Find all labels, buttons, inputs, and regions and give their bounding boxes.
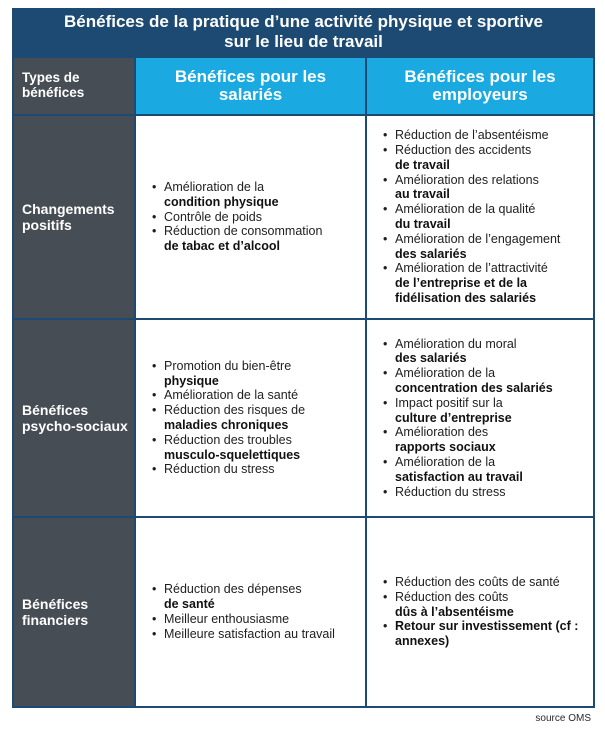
title-line-1: Bénéfices de la pratique d’une activité physique et sportive [64,12,543,31]
list-item: • Réduction des coûts dûs à l’absentéisme [381,590,593,620]
list-positifs-employeurs [381,128,593,306]
list-item: • Amélioration de la satisfaction au travail [381,455,593,485]
list-item: • Retour sur investissement (cf : annexes) [381,619,593,649]
list-item: • Réduction des accidents de travail [381,143,593,173]
row-label-line-2: financiers [22,612,89,628]
list-item: • Réduction de consommation de tabac et d’alcool [150,224,365,254]
row-label-line-1: Bénéfices [22,596,89,612]
list-item: • Meilleur enthousiasme [150,612,365,627]
list-item: • Amélioration de la condition physique [150,180,365,210]
cell-financiers-employeurs [367,518,593,706]
table-title [12,8,595,56]
row-label-benefices-psycho-sociaux [14,320,134,516]
header-employeurs-line-1: Bénéfices pour les [404,67,556,86]
header-types-line-1: Types de [22,70,80,85]
row-label-line-1: Changements [22,201,115,217]
list-positifs-salaries [150,180,365,254]
list-item: • Réduction des troubles musculo-squelettiques [150,433,365,463]
row-label-line-1: Bénéfices [22,402,89,418]
list-item: • Amélioration de la concentration des salariés [381,366,593,396]
list-item: • Réduction des dépenses de santé [150,582,365,612]
row-label-changements-positifs [14,116,134,318]
list-financiers-salaries [150,582,365,641]
list-item: • Amélioration de la qualité du travail [381,202,593,232]
header-salaries-line-2: salariés [218,85,283,104]
row-label-benefices-financiers [14,518,134,706]
list-psycho-salaries [150,359,365,477]
header-types-line-2: bénéfices [22,85,85,100]
header-salaries-line-1: Bénéfices pour les [174,67,327,86]
list-financiers-employeurs [381,575,593,649]
list-item: • Amélioration du moral des salariés [381,337,593,367]
list-item: • Réduction de l’absentéisme [381,128,593,143]
header-benefices-employeurs [367,58,593,114]
list-item: • Contrôle de poids [150,210,365,225]
list-item: • Réduction des risques de maladies chroniques [150,403,365,433]
header-benefices-salaries [136,58,365,114]
cell-financiers-salaries [136,518,365,706]
list-item: • Amélioration de l’engagement des salariés [381,232,593,262]
cell-psycho-employeurs [367,320,593,516]
list-item: • Réduction du stress [150,462,365,477]
row-label-line-2: positifs [22,217,72,233]
list-psycho-employeurs [381,337,593,500]
list-item: • Réduction des coûts de santé [381,575,593,590]
row-label-line-2: psycho-sociaux [22,418,128,434]
cell-psycho-salaries [136,320,365,516]
cell-positifs-salaries [136,116,365,318]
header-types-de-benefices [14,58,134,114]
list-item: • Amélioration de la santé [150,388,365,403]
list-item: • Amélioration de l’attractivité de l’entreprise et de la fidélisation des salariés [381,261,593,305]
header-employeurs-line-2: employeurs [432,85,528,104]
cell-positifs-employeurs [367,116,593,318]
list-item: • Meilleure satisfaction au travail [150,627,365,642]
source-note: source OMS [535,713,591,724]
list-item: • Amélioration des relations au travail [381,173,593,203]
list-item: • Impact positif sur la culture d’entreprise [381,396,593,426]
list-item: • Amélioration des rapports sociaux [381,425,593,455]
benefits-table [12,8,595,708]
list-item: • Réduction du stress [381,485,593,500]
list-item: • Promotion du bien-être physique [150,359,365,389]
title-line-2: sur le lieu de travail [224,32,383,51]
